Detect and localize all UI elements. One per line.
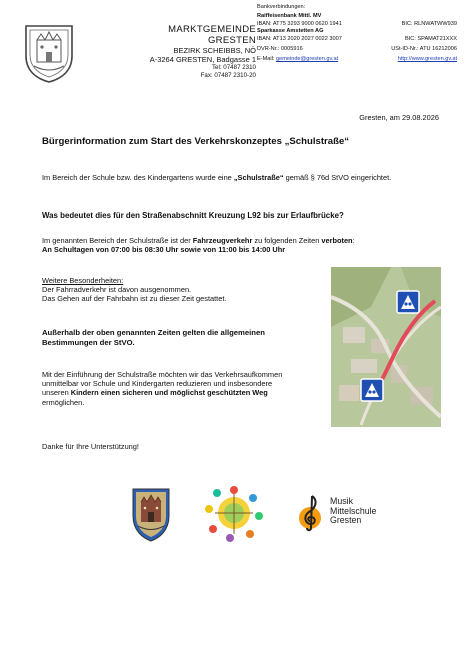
goal-children-safe-way: Kindern einen sicheren und möglichst geschützten Weg [70,388,268,398]
telephone: Tel: 07487 2310 [211,64,256,71]
outside-line1: Außerhalb der oben genannten Zeiten gelten die allgemeinen [42,328,265,337]
intro-school-street: „Schulstraße“ [233,173,284,182]
bank-heading: Bankverbindungen: [257,4,306,10]
rule-paragraph [42,236,432,254]
website-link[interactable]: http://www.gresten.gv.at [397,55,457,62]
address: A-3264 GRESTEN, Badgasse 1 [149,55,256,64]
municipality-address-block [86,24,256,80]
music-school-logo-text [330,497,376,526]
rule-forbidden: verboten [321,236,353,245]
rule-text-end: : [352,236,355,245]
rule-vehicle-traffic: Fahrzeugverkehr [192,236,253,245]
goal-line3: unseren [42,388,71,398]
goal-line2: unmittelbar vor Schule und Kindergarten reduzieren und insbesondere [42,379,273,389]
letter-date: Gresten, am 29.08.2026 [359,113,439,122]
treble-clef-icon [296,492,326,532]
bank-details [257,4,457,64]
music-school-line2: Mittelschule [330,505,377,516]
document-title: Bürgerinformation zum Start des Verkehrskonzeptes „Schulstraße“ [42,136,350,147]
intro-text-end: gemäß § 76d StVO eingerichtet. [283,173,392,182]
email-label: E-Mail: [257,55,275,62]
special-paragraph [42,276,322,304]
fax: Fax: 07487 2310-20 [200,72,256,79]
rule-text-mid: zu folgenden Zeiten [252,236,322,245]
question-heading: Was bedeutet dies für den Straßenabschnitt Kreuzung L92 bis zur Erlaufbrücke? [42,211,344,220]
bank2-bic: BIC: SPAMAT21XXX [404,36,457,43]
municipal-crest-icon [22,22,76,84]
outside-hours-paragraph [42,328,327,348]
rule-times: An Schultagen von 07:00 bis 08:30 Uhr sowie von 11:00 bis 14:00 Uhr [42,245,286,255]
intro-paragraph [42,173,432,182]
goal-paragraph [42,370,327,407]
municipality-name: MARKTGEMEINDE [168,24,256,35]
bank1-bic: BIC: RLNWATWW939 [401,20,457,27]
bank2-name: Sparkasse Amstetten AG [257,28,324,35]
goal-line4: ermöglichen. [42,397,85,407]
outside-line2: Bestimmungen der StVO. [42,338,135,347]
kindergarten-logo-icon [203,484,265,542]
special-bicycles: Der Fahrradverkehr ist davon ausgenommen. [42,285,192,295]
bank1-iban: IBAN: AT75 3293 9000 0620 1941 [257,20,342,27]
district: BEZIRK SCHEIBBS, NÖ [173,46,256,55]
music-school-line3: Gresten [330,515,362,526]
school-street-map-image [331,267,441,427]
uid-number: USt-ID-Nr.: ATU 16212006 [391,45,457,52]
municipality-town: GRESTEN [207,35,256,46]
special-heading: Weitere Besonderheiten: [42,276,124,285]
special-walking: Das Gehen auf der Fahrbahn ist zu dieser Zeit gestattet. [42,294,227,304]
coat-of-arms-icon [130,486,172,543]
thanks-text: Danke für Ihre Unterstützung! [42,442,139,451]
bank1-name: Raiffeisenbank Mittl. MV [257,12,322,19]
goal-line1: Mit der Einführung der Schulstraße möchten wir das Verkehrsaufkommen [42,370,283,379]
bank2-iban: IBAN: AT13 2020 2027 0022 3007 [257,36,342,43]
intro-text: Im Bereich der Schule bzw. des Kindergartens wurde eine [42,173,234,182]
email-link[interactable]: gemeinde@gresten.gv.at [275,55,339,62]
rule-text: Im genannten Bereich der Schulstraße ist der [42,236,193,245]
music-school-line1: Musik [330,496,353,506]
dvr-number: DVR-Nr.: 0005916 [257,45,303,52]
